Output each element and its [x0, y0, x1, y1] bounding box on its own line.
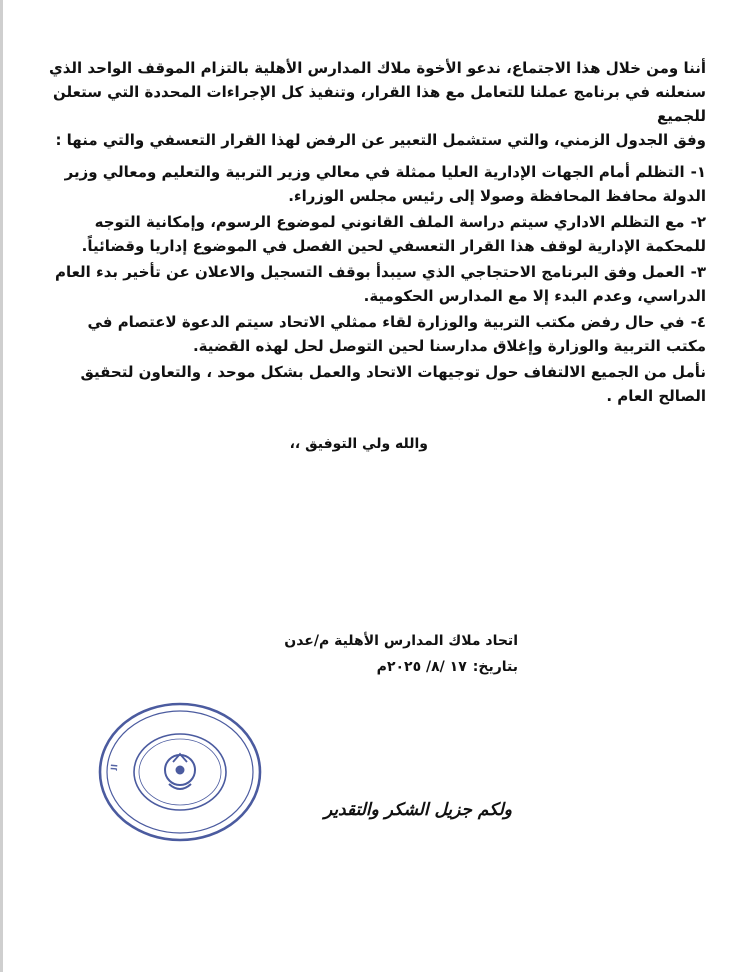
- intro-line: وفق الجدول الزمني، والتي ستشمل التعبير عن الرفض لهذا القرار التعسفي والتي منها :: [55, 131, 706, 149]
- list-item: [44, 310, 706, 358]
- page-edge: [0, 0, 3, 972]
- intro-line: أننا ومن خلال هذا الاجتماع، ندعو الأخوة ملاك المدارس الأهلية بالتزام الموقف الواحد الذي: [49, 59, 706, 77]
- closing-line: والله ولي التوفيق ،،: [289, 436, 428, 452]
- list-item: [44, 260, 706, 308]
- thanks-signature: ولكم جزيل الشكر والتقدير: [323, 800, 512, 820]
- item-text: مع التظلم الاداري سيتم دراسة الملف القانوني لموضوع الرسوم، وإمكانية التوجه للمحكمة الإدارية لوقف هذا القرار التعسفي لحين الفصل في الموضوع إداريا وقضائياً.: [81, 213, 706, 255]
- item-number: ٤-: [690, 313, 706, 331]
- date-line: [284, 654, 518, 680]
- intro-paragraph: [44, 56, 706, 152]
- item-number: ٢-: [690, 213, 706, 231]
- signer-name: اتحاد ملاك المدارس الأهلية م/عدن: [284, 633, 518, 649]
- hope-line: نأمل من الجميع الالتفاف حول توجيهات الاتحاد والعمل بشكل موحد ، والتعاون لتحقيق الصالح العام .: [80, 363, 706, 405]
- date-value: ١٧ /٨/ ٢٠٢٥م: [376, 659, 467, 675]
- item-text: التظلم أمام الجهات الإدارية العليا ممثلة في معالي وزير التربية والتعليم ومعالي وزير الدولة محافظ المحافظة وصولا إلى رئيس مجلس الوزراء.: [64, 163, 706, 205]
- item-number: ٣-: [690, 263, 706, 281]
- list-item: [44, 160, 706, 208]
- stamp-ring-text: ال: [110, 763, 121, 771]
- action-list: [44, 160, 706, 408]
- list-item: [44, 210, 706, 258]
- date-label: بتاريخ:: [472, 659, 518, 675]
- signature-block: [284, 628, 518, 680]
- official-stamp: [95, 700, 265, 845]
- item-text: في حال رفض مكتب التربية والوزارة لقاء ممثلي الاتحاد سيتم الدعوة لاعتصام في مكتب التربية والوزارة وإغلاق مدارسنا لحين التوصل لحل لهذه القضية.: [87, 313, 706, 355]
- item-text: العمل وفق البرنامج الاحتجاجي الذي سيبدأ بوقف التسجيل والاعلان عن تأخير بدء العام الدراسي، وعدم البدء إلا مع المدارس الحكومية.: [54, 263, 706, 305]
- item-number: ١-: [690, 163, 706, 181]
- seal-emblem-icon: [95, 700, 265, 845]
- intro-line: سنعلنه في برنامج عملنا للتعامل مع هذا القرار، وتنفيذ كل الإجراءات المحددة التي ستعلن للجميع: [53, 83, 706, 125]
